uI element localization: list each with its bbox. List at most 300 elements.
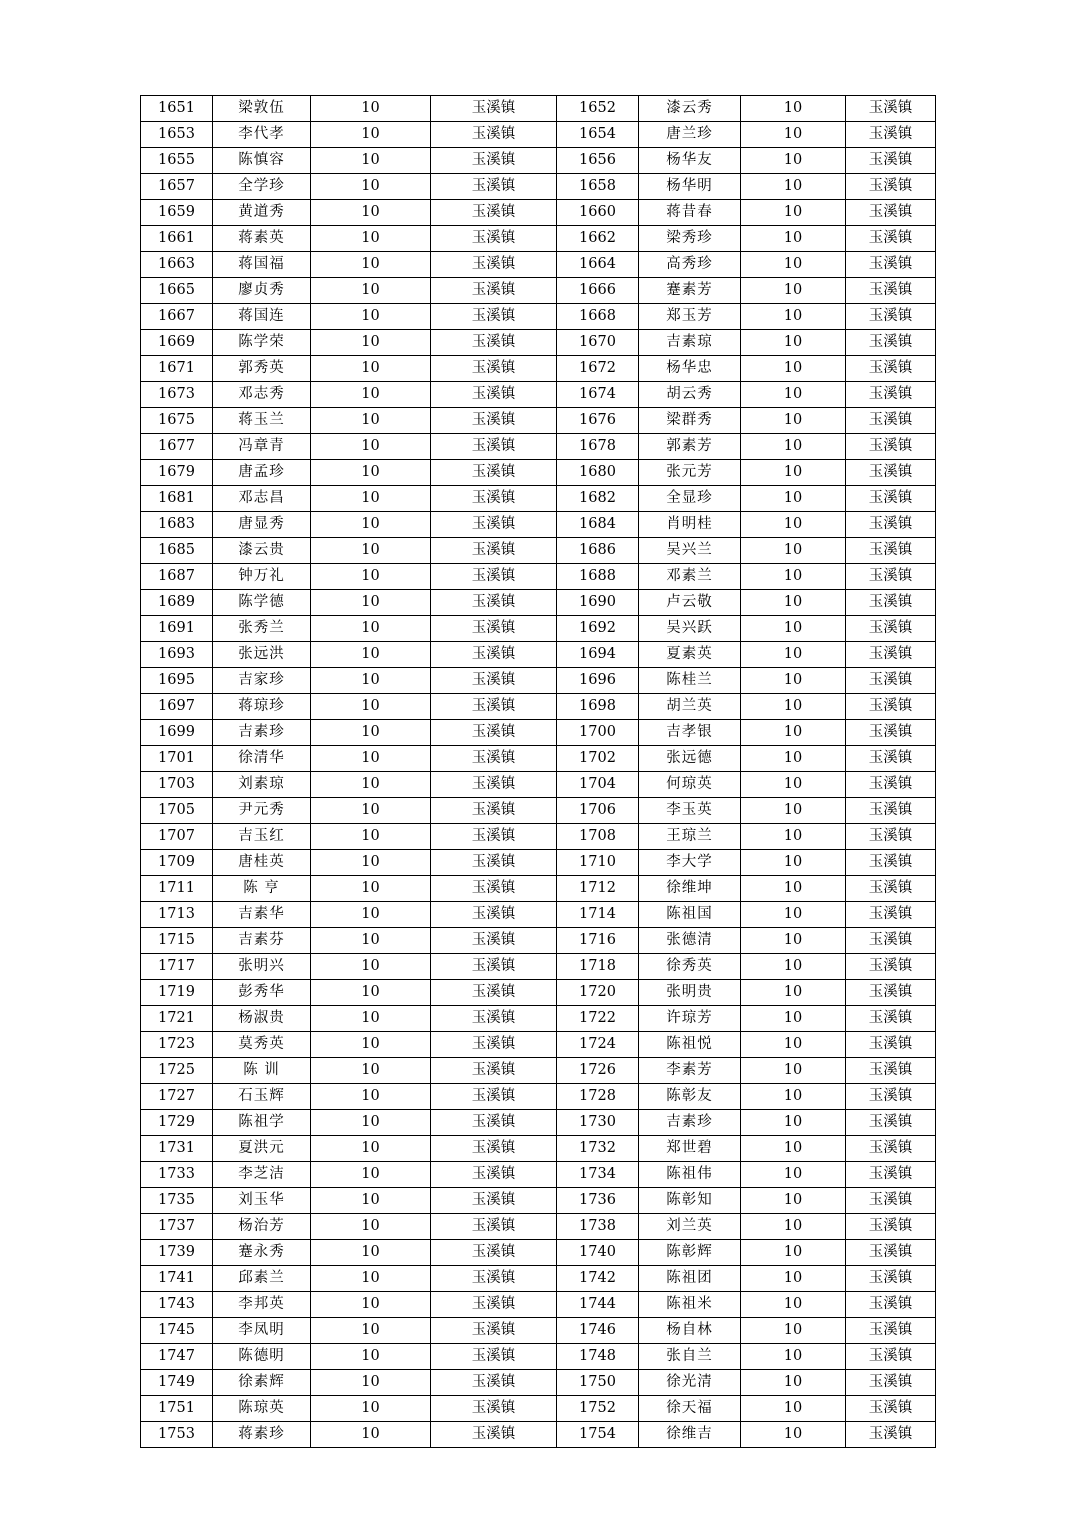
serial-cell-right: 1674 xyxy=(557,382,639,408)
amount-cell-right: 10 xyxy=(741,1240,846,1266)
town-cell-left: 玉溪镇 xyxy=(431,954,557,980)
town-cell-left: 玉溪镇 xyxy=(431,278,557,304)
serial-cell-right: 1710 xyxy=(557,850,639,876)
town-cell-right: 玉溪镇 xyxy=(846,1058,936,1084)
serial-cell-left: 1657 xyxy=(141,174,213,200)
serial-cell-left: 1721 xyxy=(141,1006,213,1032)
serial-cell-left: 1661 xyxy=(141,226,213,252)
town-cell-right: 玉溪镇 xyxy=(846,382,936,408)
serial-cell-right: 1670 xyxy=(557,330,639,356)
name-cell-left: 陈慎容 xyxy=(213,148,311,174)
name-cell-left: 漆云贵 xyxy=(213,538,311,564)
amount-cell-left: 10 xyxy=(311,356,431,382)
name-cell-right: 杨自林 xyxy=(639,1318,741,1344)
serial-cell-left: 1687 xyxy=(141,564,213,590)
name-cell-right: 肖明桂 xyxy=(639,512,741,538)
amount-cell-right: 10 xyxy=(741,278,846,304)
amount-cell-left: 10 xyxy=(311,720,431,746)
table-row xyxy=(141,174,936,200)
name-cell-right: 郑玉芳 xyxy=(639,304,741,330)
amount-cell-right: 10 xyxy=(741,226,846,252)
town-cell-right: 玉溪镇 xyxy=(846,1084,936,1110)
serial-cell-left: 1665 xyxy=(141,278,213,304)
town-cell-right: 玉溪镇 xyxy=(846,1422,936,1448)
amount-cell-right: 10 xyxy=(741,1162,846,1188)
name-cell-right: 张远德 xyxy=(639,746,741,772)
serial-cell-right: 1744 xyxy=(557,1292,639,1318)
amount-cell-left: 10 xyxy=(311,304,431,330)
town-cell-left: 玉溪镇 xyxy=(431,1058,557,1084)
serial-cell-right: 1678 xyxy=(557,434,639,460)
amount-cell-right: 10 xyxy=(741,122,846,148)
name-cell-right: 胡云秀 xyxy=(639,382,741,408)
table-row xyxy=(141,460,936,486)
amount-cell-left: 10 xyxy=(311,616,431,642)
name-cell-right: 吴兴兰 xyxy=(639,538,741,564)
amount-cell-left: 10 xyxy=(311,486,431,512)
town-cell-right: 玉溪镇 xyxy=(846,564,936,590)
name-cell-right: 陈祖伟 xyxy=(639,1162,741,1188)
town-cell-right: 玉溪镇 xyxy=(846,460,936,486)
town-cell-left: 玉溪镇 xyxy=(431,1422,557,1448)
amount-cell-right: 10 xyxy=(741,538,846,564)
serial-cell-right: 1688 xyxy=(557,564,639,590)
name-cell-left: 刘玉华 xyxy=(213,1188,311,1214)
name-cell-left: 陈祖学 xyxy=(213,1110,311,1136)
name-cell-right: 陈祖国 xyxy=(639,902,741,928)
amount-cell-right: 10 xyxy=(741,356,846,382)
town-cell-left: 玉溪镇 xyxy=(431,798,557,824)
name-cell-left: 蒋琼珍 xyxy=(213,694,311,720)
town-cell-right: 玉溪镇 xyxy=(846,408,936,434)
table-row xyxy=(141,486,936,512)
name-cell-left: 吉素华 xyxy=(213,902,311,928)
amount-cell-right: 10 xyxy=(741,772,846,798)
town-cell-left: 玉溪镇 xyxy=(431,434,557,460)
amount-cell-right: 10 xyxy=(741,408,846,434)
town-cell-left: 玉溪镇 xyxy=(431,642,557,668)
name-cell-right: 郑世碧 xyxy=(639,1136,741,1162)
name-cell-right: 陈祖团 xyxy=(639,1266,741,1292)
serial-cell-left: 1705 xyxy=(141,798,213,824)
amount-cell-right: 10 xyxy=(741,850,846,876)
amount-cell-left: 10 xyxy=(311,1058,431,1084)
town-cell-right: 玉溪镇 xyxy=(846,902,936,928)
name-cell-right: 梁秀珍 xyxy=(639,226,741,252)
amount-cell-right: 10 xyxy=(741,902,846,928)
name-cell-right: 邓素兰 xyxy=(639,564,741,590)
amount-cell-left: 10 xyxy=(311,96,431,122)
amount-cell-right: 10 xyxy=(741,876,846,902)
table-row xyxy=(141,694,936,720)
table-row xyxy=(141,1084,936,1110)
town-cell-right: 玉溪镇 xyxy=(846,1370,936,1396)
amount-cell-left: 10 xyxy=(311,772,431,798)
serial-cell-left: 1691 xyxy=(141,616,213,642)
serial-cell-left: 1695 xyxy=(141,668,213,694)
town-cell-left: 玉溪镇 xyxy=(431,876,557,902)
amount-cell-right: 10 xyxy=(741,720,846,746)
town-cell-left: 玉溪镇 xyxy=(431,356,557,382)
name-cell-right: 徐秀英 xyxy=(639,954,741,980)
town-cell-right: 玉溪镇 xyxy=(846,1292,936,1318)
amount-cell-left: 10 xyxy=(311,1162,431,1188)
amount-cell-left: 10 xyxy=(311,746,431,772)
town-cell-right: 玉溪镇 xyxy=(846,356,936,382)
amount-cell-right: 10 xyxy=(741,1084,846,1110)
amount-cell-left: 10 xyxy=(311,538,431,564)
serial-cell-right: 1706 xyxy=(557,798,639,824)
town-cell-left: 玉溪镇 xyxy=(431,1318,557,1344)
table-row xyxy=(141,1370,936,1396)
name-cell-left: 蒋玉兰 xyxy=(213,408,311,434)
town-cell-left: 玉溪镇 xyxy=(431,122,557,148)
town-cell-right: 玉溪镇 xyxy=(846,850,936,876)
town-cell-right: 玉溪镇 xyxy=(846,304,936,330)
table-row xyxy=(141,1110,936,1136)
name-cell-left: 徐素辉 xyxy=(213,1370,311,1396)
name-cell-left: 张明兴 xyxy=(213,954,311,980)
serial-cell-left: 1745 xyxy=(141,1318,213,1344)
amount-cell-left: 10 xyxy=(311,668,431,694)
amount-cell-left: 10 xyxy=(311,850,431,876)
name-cell-left: 李邦英 xyxy=(213,1292,311,1318)
table-row xyxy=(141,1396,936,1422)
name-cell-left: 吉家珍 xyxy=(213,668,311,694)
town-cell-right: 玉溪镇 xyxy=(846,928,936,954)
name-cell-right: 王琼兰 xyxy=(639,824,741,850)
table-row xyxy=(141,1292,936,1318)
serial-cell-left: 1709 xyxy=(141,850,213,876)
town-cell-right: 玉溪镇 xyxy=(846,1318,936,1344)
serial-cell-right: 1712 xyxy=(557,876,639,902)
table-row xyxy=(141,1422,936,1448)
table-row xyxy=(141,148,936,174)
town-cell-left: 玉溪镇 xyxy=(431,252,557,278)
table-row xyxy=(141,252,936,278)
name-cell-left: 刘素琼 xyxy=(213,772,311,798)
name-cell-right: 张自兰 xyxy=(639,1344,741,1370)
serial-cell-right: 1722 xyxy=(557,1006,639,1032)
table-row xyxy=(141,772,936,798)
serial-cell-right: 1682 xyxy=(557,486,639,512)
serial-cell-left: 1739 xyxy=(141,1240,213,1266)
serial-cell-right: 1714 xyxy=(557,902,639,928)
table-row xyxy=(141,954,936,980)
serial-cell-right: 1672 xyxy=(557,356,639,382)
table-row xyxy=(141,200,936,226)
serial-cell-left: 1713 xyxy=(141,902,213,928)
serial-cell-left: 1693 xyxy=(141,642,213,668)
name-cell-left: 邓志秀 xyxy=(213,382,311,408)
table-row xyxy=(141,1266,936,1292)
town-cell-right: 玉溪镇 xyxy=(846,980,936,1006)
serial-cell-right: 1752 xyxy=(557,1396,639,1422)
amount-cell-right: 10 xyxy=(741,200,846,226)
name-cell-left: 唐显秀 xyxy=(213,512,311,538)
amount-cell-right: 10 xyxy=(741,746,846,772)
town-cell-right: 玉溪镇 xyxy=(846,590,936,616)
town-cell-left: 玉溪镇 xyxy=(431,1240,557,1266)
town-cell-left: 玉溪镇 xyxy=(431,720,557,746)
amount-cell-right: 10 xyxy=(741,304,846,330)
amount-cell-right: 10 xyxy=(741,1136,846,1162)
amount-cell-left: 10 xyxy=(311,876,431,902)
town-cell-right: 玉溪镇 xyxy=(846,1136,936,1162)
table-row xyxy=(141,876,936,902)
town-cell-right: 玉溪镇 xyxy=(846,616,936,642)
town-cell-right: 玉溪镇 xyxy=(846,512,936,538)
name-cell-right: 陈彰友 xyxy=(639,1084,741,1110)
table-row xyxy=(141,226,936,252)
serial-cell-left: 1741 xyxy=(141,1266,213,1292)
amount-cell-right: 10 xyxy=(741,980,846,1006)
table-row xyxy=(141,1032,936,1058)
town-cell-left: 玉溪镇 xyxy=(431,486,557,512)
name-cell-right: 李素芳 xyxy=(639,1058,741,1084)
amount-cell-right: 10 xyxy=(741,1344,846,1370)
serial-cell-left: 1679 xyxy=(141,460,213,486)
amount-cell-left: 10 xyxy=(311,408,431,434)
amount-cell-left: 10 xyxy=(311,1318,431,1344)
serial-cell-right: 1690 xyxy=(557,590,639,616)
amount-cell-right: 10 xyxy=(741,1266,846,1292)
amount-cell-right: 10 xyxy=(741,252,846,278)
serial-cell-right: 1680 xyxy=(557,460,639,486)
town-cell-left: 玉溪镇 xyxy=(431,148,557,174)
amount-cell-right: 10 xyxy=(741,174,846,200)
name-cell-right: 徐天福 xyxy=(639,1396,741,1422)
serial-cell-left: 1659 xyxy=(141,200,213,226)
table-row xyxy=(141,408,936,434)
name-cell-left: 郭秀英 xyxy=(213,356,311,382)
name-cell-right: 蒋昔春 xyxy=(639,200,741,226)
serial-cell-left: 1685 xyxy=(141,538,213,564)
table-row xyxy=(141,538,936,564)
roster-table-body xyxy=(141,96,936,1448)
name-cell-right: 徐维坤 xyxy=(639,876,741,902)
amount-cell-left: 10 xyxy=(311,512,431,538)
amount-cell-right: 10 xyxy=(741,460,846,486)
table-row xyxy=(141,1188,936,1214)
town-cell-left: 玉溪镇 xyxy=(431,226,557,252)
name-cell-right: 杨华忠 xyxy=(639,356,741,382)
name-cell-right: 吉孝银 xyxy=(639,720,741,746)
town-cell-right: 玉溪镇 xyxy=(846,200,936,226)
town-cell-right: 玉溪镇 xyxy=(846,278,936,304)
table-row xyxy=(141,1162,936,1188)
amount-cell-right: 10 xyxy=(741,512,846,538)
town-cell-right: 玉溪镇 xyxy=(846,1032,936,1058)
amount-cell-left: 10 xyxy=(311,174,431,200)
amount-cell-left: 10 xyxy=(311,1266,431,1292)
amount-cell-right: 10 xyxy=(741,96,846,122)
serial-cell-right: 1736 xyxy=(557,1188,639,1214)
town-cell-right: 玉溪镇 xyxy=(846,252,936,278)
town-cell-right: 玉溪镇 xyxy=(846,148,936,174)
amount-cell-left: 10 xyxy=(311,824,431,850)
serial-cell-right: 1748 xyxy=(557,1344,639,1370)
serial-cell-left: 1715 xyxy=(141,928,213,954)
name-cell-left: 尹元秀 xyxy=(213,798,311,824)
town-cell-left: 玉溪镇 xyxy=(431,1032,557,1058)
serial-cell-left: 1683 xyxy=(141,512,213,538)
name-cell-right: 吉素珍 xyxy=(639,1110,741,1136)
table-row xyxy=(141,824,936,850)
serial-cell-left: 1653 xyxy=(141,122,213,148)
amount-cell-left: 10 xyxy=(311,1032,431,1058)
name-cell-left: 黄道秀 xyxy=(213,200,311,226)
name-cell-left: 唐孟珍 xyxy=(213,460,311,486)
name-cell-left: 陈琼英 xyxy=(213,1396,311,1422)
amount-cell-left: 10 xyxy=(311,954,431,980)
amount-cell-left: 10 xyxy=(311,1188,431,1214)
town-cell-right: 玉溪镇 xyxy=(846,1214,936,1240)
table-row xyxy=(141,980,936,1006)
name-cell-right: 李大学 xyxy=(639,850,741,876)
amount-cell-right: 10 xyxy=(741,1188,846,1214)
name-cell-left: 陈 亨 xyxy=(213,876,311,902)
town-cell-left: 玉溪镇 xyxy=(431,1344,557,1370)
amount-cell-left: 10 xyxy=(311,798,431,824)
name-cell-right: 唐兰珍 xyxy=(639,122,741,148)
amount-cell-left: 10 xyxy=(311,642,431,668)
amount-cell-left: 10 xyxy=(311,252,431,278)
serial-cell-right: 1734 xyxy=(557,1162,639,1188)
amount-cell-left: 10 xyxy=(311,928,431,954)
serial-cell-right: 1698 xyxy=(557,694,639,720)
table-row xyxy=(141,96,936,122)
name-cell-right: 吴兴跃 xyxy=(639,616,741,642)
serial-cell-right: 1754 xyxy=(557,1422,639,1448)
town-cell-right: 玉溪镇 xyxy=(846,330,936,356)
serial-cell-left: 1701 xyxy=(141,746,213,772)
town-cell-left: 玉溪镇 xyxy=(431,330,557,356)
amount-cell-left: 10 xyxy=(311,590,431,616)
town-cell-left: 玉溪镇 xyxy=(431,96,557,122)
name-cell-right: 徐光清 xyxy=(639,1370,741,1396)
name-cell-right: 全显珍 xyxy=(639,486,741,512)
town-cell-right: 玉溪镇 xyxy=(846,694,936,720)
name-cell-left: 吉素珍 xyxy=(213,720,311,746)
serial-cell-left: 1743 xyxy=(141,1292,213,1318)
serial-cell-right: 1708 xyxy=(557,824,639,850)
town-cell-left: 玉溪镇 xyxy=(431,616,557,642)
serial-cell-right: 1726 xyxy=(557,1058,639,1084)
table-row xyxy=(141,382,936,408)
town-cell-right: 玉溪镇 xyxy=(846,1266,936,1292)
table-row xyxy=(141,1006,936,1032)
amount-cell-left: 10 xyxy=(311,1422,431,1448)
town-cell-right: 玉溪镇 xyxy=(846,668,936,694)
table-row xyxy=(141,850,936,876)
amount-cell-right: 10 xyxy=(741,668,846,694)
town-cell-left: 玉溪镇 xyxy=(431,1292,557,1318)
serial-cell-left: 1735 xyxy=(141,1188,213,1214)
amount-cell-left: 10 xyxy=(311,564,431,590)
town-cell-left: 玉溪镇 xyxy=(431,980,557,1006)
serial-cell-right: 1750 xyxy=(557,1370,639,1396)
name-cell-right: 胡兰英 xyxy=(639,694,741,720)
serial-cell-left: 1671 xyxy=(141,356,213,382)
amount-cell-left: 10 xyxy=(311,122,431,148)
table-row xyxy=(141,590,936,616)
town-cell-right: 玉溪镇 xyxy=(846,876,936,902)
serial-cell-left: 1729 xyxy=(141,1110,213,1136)
town-cell-left: 玉溪镇 xyxy=(431,824,557,850)
amount-cell-left: 10 xyxy=(311,200,431,226)
amount-cell-right: 10 xyxy=(741,616,846,642)
serial-cell-left: 1737 xyxy=(141,1214,213,1240)
town-cell-right: 玉溪镇 xyxy=(846,1396,936,1422)
serial-cell-right: 1668 xyxy=(557,304,639,330)
amount-cell-right: 10 xyxy=(741,824,846,850)
serial-cell-left: 1669 xyxy=(141,330,213,356)
name-cell-left: 陈德明 xyxy=(213,1344,311,1370)
town-cell-left: 玉溪镇 xyxy=(431,1214,557,1240)
serial-cell-right: 1704 xyxy=(557,772,639,798)
name-cell-right: 刘兰英 xyxy=(639,1214,741,1240)
serial-cell-right: 1656 xyxy=(557,148,639,174)
serial-cell-right: 1728 xyxy=(557,1084,639,1110)
amount-cell-left: 10 xyxy=(311,1214,431,1240)
amount-cell-left: 10 xyxy=(311,1396,431,1422)
town-cell-right: 玉溪镇 xyxy=(846,226,936,252)
name-cell-right: 张德清 xyxy=(639,928,741,954)
serial-cell-right: 1654 xyxy=(557,122,639,148)
town-cell-left: 玉溪镇 xyxy=(431,746,557,772)
serial-cell-right: 1724 xyxy=(557,1032,639,1058)
town-cell-right: 玉溪镇 xyxy=(846,434,936,460)
town-cell-right: 玉溪镇 xyxy=(846,122,936,148)
serial-cell-left: 1747 xyxy=(141,1344,213,1370)
amount-cell-left: 10 xyxy=(311,1292,431,1318)
name-cell-left: 石玉辉 xyxy=(213,1084,311,1110)
amount-cell-right: 10 xyxy=(741,148,846,174)
town-cell-right: 玉溪镇 xyxy=(846,1240,936,1266)
name-cell-right: 陈彰知 xyxy=(639,1188,741,1214)
town-cell-right: 玉溪镇 xyxy=(846,1344,936,1370)
town-cell-left: 玉溪镇 xyxy=(431,1162,557,1188)
name-cell-right: 卢云敬 xyxy=(639,590,741,616)
name-cell-left: 蒋国福 xyxy=(213,252,311,278)
serial-cell-left: 1753 xyxy=(141,1422,213,1448)
town-cell-left: 玉溪镇 xyxy=(431,1110,557,1136)
amount-cell-right: 10 xyxy=(741,434,846,460)
name-cell-left: 蒋国连 xyxy=(213,304,311,330)
amount-cell-left: 10 xyxy=(311,1136,431,1162)
amount-cell-left: 10 xyxy=(311,1084,431,1110)
town-cell-right: 玉溪镇 xyxy=(846,1110,936,1136)
serial-cell-left: 1717 xyxy=(141,954,213,980)
amount-cell-right: 10 xyxy=(741,1370,846,1396)
name-cell-right: 蹇素芳 xyxy=(639,278,741,304)
town-cell-left: 玉溪镇 xyxy=(431,590,557,616)
serial-cell-left: 1719 xyxy=(141,980,213,1006)
town-cell-left: 玉溪镇 xyxy=(431,1370,557,1396)
amount-cell-left: 10 xyxy=(311,460,431,486)
table-row xyxy=(141,798,936,824)
town-cell-left: 玉溪镇 xyxy=(431,850,557,876)
name-cell-left: 梁敦伍 xyxy=(213,96,311,122)
name-cell-left: 陈学荣 xyxy=(213,330,311,356)
name-cell-left: 邱素兰 xyxy=(213,1266,311,1292)
amount-cell-right: 10 xyxy=(741,642,846,668)
town-cell-left: 玉溪镇 xyxy=(431,772,557,798)
town-cell-right: 玉溪镇 xyxy=(846,96,936,122)
serial-cell-left: 1727 xyxy=(141,1084,213,1110)
town-cell-right: 玉溪镇 xyxy=(846,1006,936,1032)
